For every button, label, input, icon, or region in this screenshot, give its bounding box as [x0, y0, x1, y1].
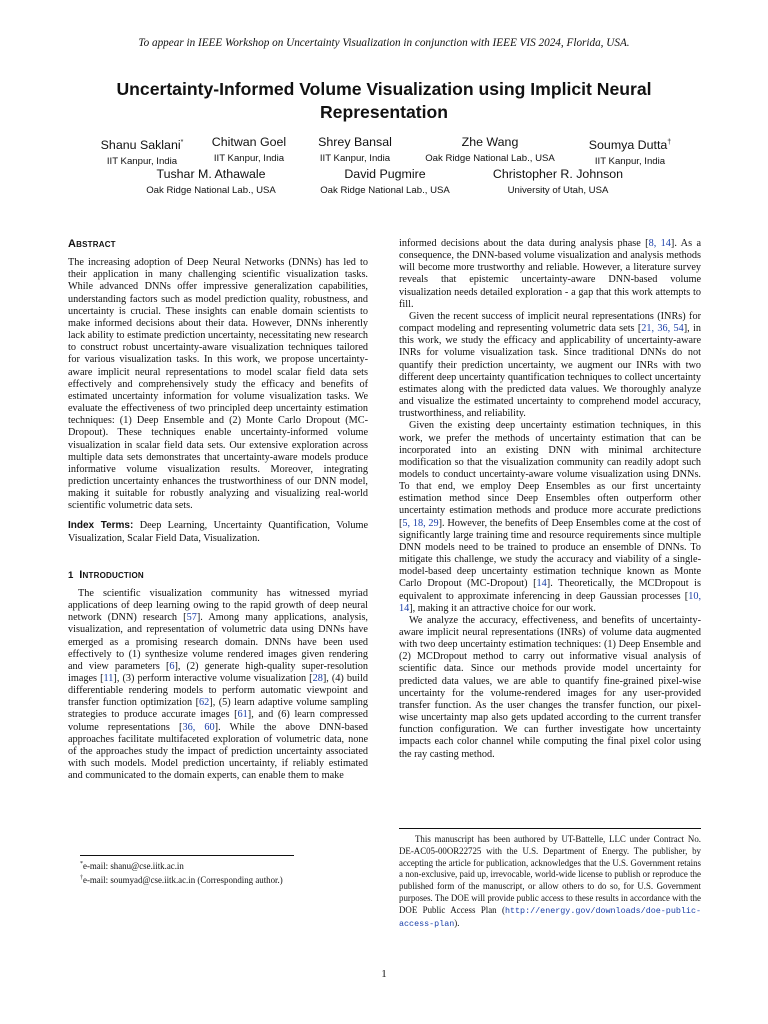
citation-link[interactable]: 28: [312, 673, 323, 684]
author-3: [305, 135, 405, 165]
right-column: [399, 238, 701, 761]
author-8: [483, 167, 633, 197]
author-name: Shanu Saklani: [100, 138, 181, 153]
author-mark: †: [667, 139, 672, 146]
author-affiliation: IIT Kanpur, India: [319, 153, 391, 164]
author-affiliation: Oak Ridge National Lab., USA: [320, 185, 450, 196]
author-affiliation: IIT Kanpur, India: [594, 156, 666, 168]
author-4: [415, 135, 565, 165]
author-name: Soumya Dutta: [588, 138, 668, 153]
notice-rule: [399, 828, 701, 829]
footnote-1: *e-mail: shanu@cse.iitk.ac.in: [80, 860, 184, 871]
footnote-rule: [80, 855, 294, 856]
author-5: [580, 135, 680, 168]
citation-link[interactable]: 11: [103, 673, 114, 684]
author-name: Christopher R. Johnson: [492, 167, 624, 181]
notice-tail: ).: [454, 917, 460, 928]
doe-access-link[interactable]: http://energy.gov/downloads/doe-public-access-plan: [399, 905, 701, 929]
venue-line: To appear in IEEE Workshop on Uncertainty Visualization in conjunction with IEEE VIS 2024, Florida, USA.: [138, 37, 630, 49]
paragraph: We analyze the accuracy, effectiveness, and benefits of uncertainty-aware implicit neural representations (INRs) of volume data augmented with two deep uncertainty estimation techniques: (1) Deep Ensemble and (2) MCDropout method to carry out informative visual analysis of scientific data. Since our methods provide model uncertainty for predicted data values, we are able to quantify fine-grained pixel-wise uncertainty for the volume-rendered images for any user-provided transfer function. As the user changes the transfer function, our pixel-wise uncertainty map also gets updated according to the current transfer function configuration. We can further investigate how uncertainty impacts each color channel while computing the final pixel color using the ray casting method.: [399, 614, 701, 760]
author-6: [136, 167, 286, 197]
author-2: [199, 135, 299, 165]
citation-link[interactable]: 62: [199, 697, 210, 709]
abstract-heading: Abstract: [68, 238, 116, 250]
notice-text: This manuscript has been authored by UT-Battelle, LLC under Contract No. DE-AC05-00OR22725 with the U.S. Department of Energy. The publisher, by accepting the article for publication, acknowledges that the U.S. Government retains a non-exclusive, paid up, irrevocable, world-wide license to publish or reproduce the published form of the manuscript, or allow others to do so, for U.S. Government purposes. The DOE will provide public access to these results in accordance with the DOE Public Access Plan (: [399, 834, 701, 915]
author-7: [310, 167, 460, 197]
paper-title: Uncertainty-Informed Volume Visualization using Implicit Neural Representation: [116, 79, 652, 122]
index-terms: [68, 520, 368, 544]
author-footnotes: [80, 859, 370, 887]
paragraph: Given the existing deep uncertainty estimation techniques, in this work, we prefer the methods of uncertainty estimation that can be incorporated into an existing DNN with minimal architecture modification so that the visualization community can readily adopt such models to conduct uncertainty-aware volume visualization using DNNs. To that end, we employ Deep Ensembles as our first uncertainty estimation method since Deep Ensembles often outperform other uncertainty estimation methods and produce more accurate predictions [5, 18, 29]. However, the benefits of Deep Ensembles come at the cost of significantly large training time and resource requirements since multiple DNN models need to be trained to produce an ensemble of DNNs. To mitigate this challenge, we study the accuracy and viability of a single-model-based deep uncertainty estimation technique known as Monte Carlo Dropout (MC-Dropout) [14]. Theoretically, the MCDropout is equivalent to approximate inferencing in deep Gaussian processes [10, 14], making it an attractive choice for our work.: [399, 420, 701, 614]
author-name: David Pugmire: [344, 167, 426, 181]
author-name: Zhe Wang: [461, 135, 519, 149]
index-terms-label: Index Terms:: [68, 520, 134, 532]
left-column: [68, 238, 368, 782]
author-affiliation: Oak Ridge National Lab., USA: [146, 185, 276, 196]
citation-link[interactable]: 6: [169, 660, 175, 672]
footnote-2: †e-mail: soumyad@cse.iitk.ac.in (Corresponding author.): [80, 874, 283, 885]
author-mark: *: [180, 139, 184, 146]
doe-notice: [399, 834, 701, 930]
paragraph: informed decisions about the data during analysis phase [8, 14]. As a consequence, the DNN-based volume visualization and analysis methods will become more trustworthy and reliable. However, a literature survey reveals that epistemic uncertainty-aware DNN-based volume visualization needs detailed exploration - a gap that this work attempts to fill.: [399, 238, 701, 310]
citation-link[interactable]: 5, 18, 29: [402, 517, 439, 529]
page-number: 1: [381, 968, 387, 980]
author-affiliation: IIT Kanpur, India: [213, 153, 285, 164]
abstract-text: The increasing adoption of Deep Neural Networks (DNNs) has led to their application in many challenging scientific visualization tasks. While advanced DNNs offer impressive generalization capabilities, understanding factors such as model prediction quality, robustness, and uncertainty is crucial. These insights can enable domain scientists to make informed decisions about their data. However, DNNs inherently lack ability to estimate prediction uncertainty, necessitating new research to construct robust uncertainty-aware visualization techniques tailored for various visualization tasks. In this work, we propose uncertainty-aware implicit neural representations to model scalar field data sets effectively and comprehensively study the efficacy and benefits of estimated uncertainty information for volume visualization tasks. We evaluate the effectiveness of two principled deep uncertainty estimation techniques: (1) Deep Ensemble and (2) Monte Carlo Dropout (MC-Dropout). These techniques enable uncertainty-informed volume visualization in scalar field data sets. Our extensive exploration across multiple data sets demonstrates that uncertainty-aware models produce informative volume visualization results. Moreover, integrating prediction uncertainty enhances the trustworthiness of our DNN model, making it suitable for robustly analyzing and visualizing real-world scientific volumetric data sets.: [68, 257, 368, 512]
citation-link[interactable]: 10, 14: [399, 590, 701, 614]
intro-paragraph: The scientific visualization community has witnessed myriad applications of deep learning owing to the rapid growth of deep neural network (DNN) research [57]. Among many applications, analysis, visualization, and representation of volumetric data using DNNs have emerged as a promising research domain. DNNs have been used effectively to (1) synthesize volume rendered images given rendering and view parameters [6], (2) generate high-quality super-resolution images [11], (3) perform interactive volume visualization [28], (4) build differentiable rendering models to perform automatic viewpoint and transfer function optimization [62], (5) learn adaptive volume sampling strategies to produce accurate images [61], and (6) learn compressed volume representations [36, 60]. While the above DNN-based approaches facilitate multifaceted exploration of volumetric data, none of the approaches study the impact of prediction uncertainty associated with such models. Model prediction uncertainty, if reliably estimated and communicated to the domain experts, can enable them to make: [68, 587, 368, 782]
citation-link[interactable]: 61: [237, 709, 248, 721]
author-affiliation: IIT Kanpur, India: [106, 156, 178, 168]
author-affiliation: Oak Ridge National Lab., USA: [425, 153, 555, 164]
author-name: Tushar M. Athawale: [156, 167, 266, 181]
author-name: Chitwan Goel: [211, 135, 287, 149]
paragraph: Given the recent success of implicit neural representations (INRs) for compact modeling and representing volumetric data sets [21, 36, 54], in this work, we study the efficacy and applicability of uncertainty-aware INRs for volume visualization task. Since traditional DNNs do not quantify their prediction uncertainty, we augment our INRs with two different deep uncertainty quantification techniques to collect uncertainty estimates along with the predicted data values. We thoroughly analyze and visualize the estimated uncertainty to comprehend model accuracy, trustworthiness, and reliability.: [399, 310, 701, 420]
section-heading: 1 Introduction: [68, 568, 144, 581]
citation-link[interactable]: 14: [536, 578, 547, 590]
author-name: Shrey Bansal: [318, 135, 392, 149]
author-1: [92, 135, 192, 168]
citation-link[interactable]: 57: [186, 612, 197, 624]
author-affiliation: University of Utah, USA: [507, 185, 609, 196]
index-terms-text: Deep Learning, Uncertainty Quantification, Volume Visualization, Scalar Field Data, Visualization.: [68, 520, 369, 544]
citation-link[interactable]: 21, 36, 54: [641, 323, 684, 335]
citation-link[interactable]: 8, 14: [648, 238, 671, 249]
citation-link[interactable]: 36, 60: [182, 721, 215, 733]
